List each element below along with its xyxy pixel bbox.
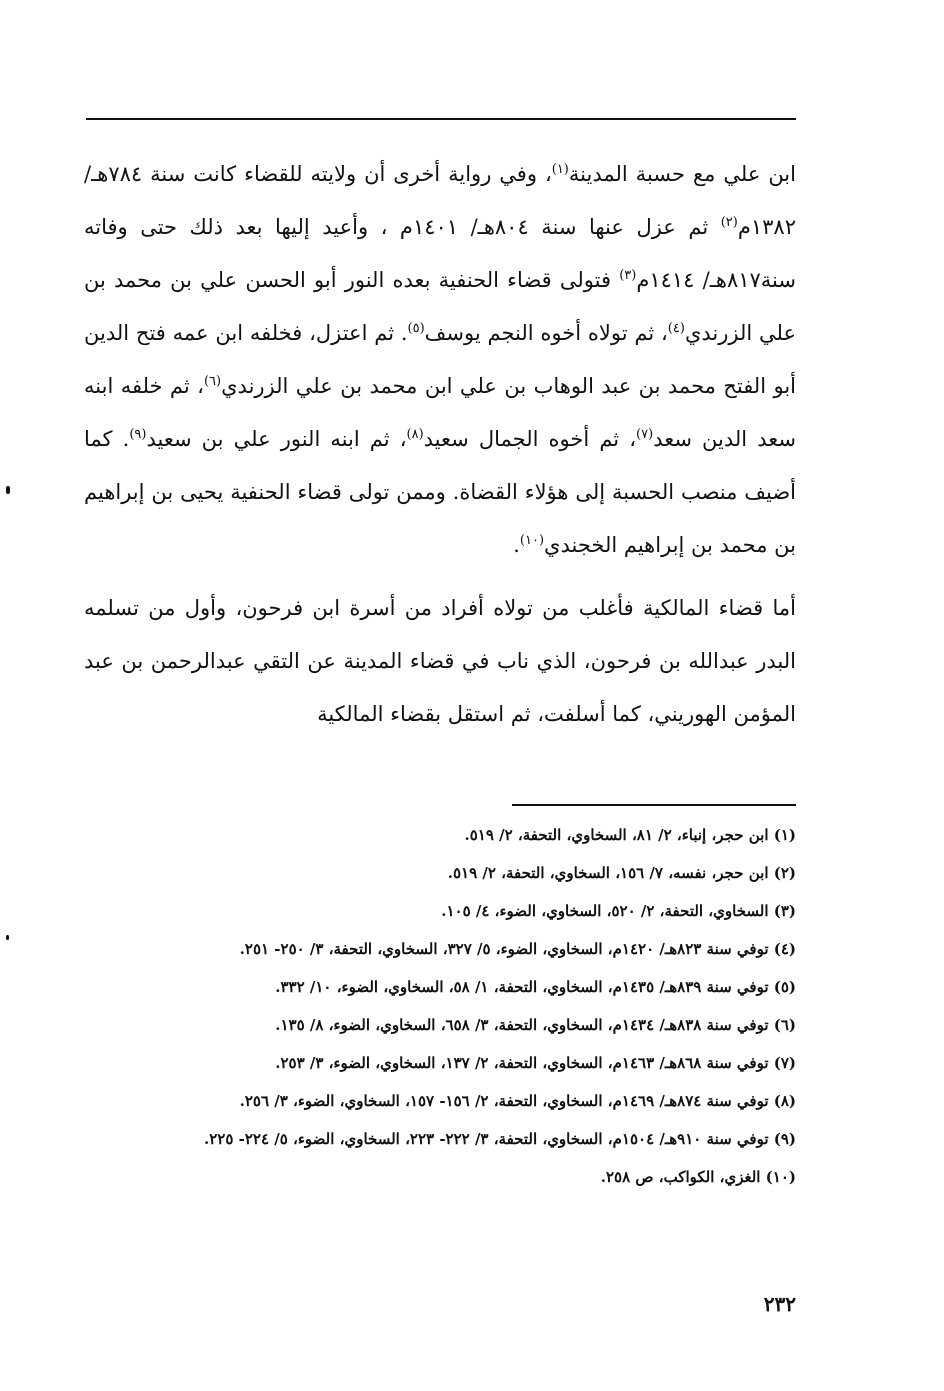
footnote-3: (٣) السخاوي، التحفة، ٢/ ٥٢٠، السخاوي، الضوء، ٤/ ١٠٥. [441,902,796,920]
footnote-ref: (١) [551,162,569,177]
footnote-ref: (٦) [203,374,222,389]
paragraph-2: أما قضاء المالكية فأغلب من تولاه أفراد من أسرة ابن فرحون، وأول من تسلمه البدر عبدالله بن فرحون، الذي ناب في قضاء المدينة عن التقي عبدالرحمن بن عبد المؤمن الهوريني، كما أسلفت، ثم استقل بقضاء المالكية [84,596,796,726]
footnote-ref: (٩) [129,427,147,442]
footnote-8: (٨) توفي سنة ٨٧٤هـ/ ١٤٦٩م، السخاوي، التحفة، ٢/ ١٥٦- ١٥٧، السخاوي، الضوء، ٣/ ٢٥٦. [239,1092,796,1110]
text-run: ، ثم تولاه أخوه النجم يوسف [424,321,668,345]
text-run: ، وفي رواية أخرى أن ولايته للقضاء كانت سنة ٧٨٤هـ/ ١٣٨٢م [84,162,796,239]
footnote-ref: (١٠) [519,533,545,548]
text-run: فتولى قضاء الحنفية بعده النور أبو الحسن علي بن محمد بن علي الزرندي [84,268,796,345]
text-run: . كما أضيف منصب الحسبة إلى هؤلاء القضاة. وممن تولى قضاء الحنفية يحيى بن إبراهيم بن محمد بن إبراهيم الخجندي [84,427,796,557]
footnote-5: (٥) توفي سنة ٨٣٩هـ/ ١٤٣٥م، السخاوي، التحفة، ١/ ٥٨، السخاوي، الضوء، ١٠/ ٣٣٢. [275,978,796,996]
footnote-ref: (٤) [667,321,685,336]
text-run: ، ثم خلفه ابنه سعد الدين سعد [84,374,797,451]
text-run: ، ثم أخوه الجمال سعيد [423,427,637,451]
footnote-1: (١) ابن حجر، إنباء، ٢/ ٨١، السخاوي، التحفة، ٢/ ٥١٩. [464,826,796,844]
footnote-ref: (٢) [720,215,738,230]
footnote-9: (٩) توفي سنة ٩١٠هـ/ ١٥٠٤م، السخاوي، التحفة، ٣/ ٢٢٢- ٢٢٣، السخاوي، الضوء، ٥/ ٢٢٤- ٢٢٥. [204,1130,796,1148]
footnote-10: (١٠) الغزي، الكواكب، ص ٢٥٨. [600,1168,796,1186]
footnote-ref: (٧) [636,427,654,442]
footnote-4: (٤) توفي سنة ٨٢٣هـ/ ١٤٢٠م، السخاوي، الضوء، ٥/ ٣٢٧، السخاوي، التحفة، ٣/ ٢٥٠- ٢٥١. [239,940,796,958]
text-run: . [513,533,520,557]
footnote-7: (٧) توفي سنة ٨٦٨هـ/ ١٤٦٣م، السخاوي، التحفة، ٢/ ١٣٧، السخاوي، الضوء، ٣/ ٢٥٣. [275,1054,796,1072]
footnote-ref: (٨) [406,427,424,442]
footnote-ref: (٣) [619,268,637,283]
footnote-ref: (٥) [407,321,425,336]
margin-mark [6,935,9,940]
footnotes [92,816,796,1196]
paragraph-1 [84,148,796,572]
text-run: ابن علي مع حسبة المدينة [568,162,796,186]
page-number: ٢٣٢ [763,1292,796,1316]
margin-mark [6,486,10,494]
footnote-separator [512,804,796,806]
text-run: ثم عزل عنها سنة ٨٠٤هـ/ ١٤٠١م ، وأعيد إليها بعد ذلك حتى وفاته سنة٨١٧هـ/ ١٤١٤م [84,215,796,292]
main-text [84,148,796,741]
text-run: . ثم اعتزل، فخلفه ابن عمه فتح الدين أبو الفتح محمد بن عبد الوهاب بن علي ابن محمد بن علي الزرندي [84,321,796,398]
footnote-2: (٢) ابن حجر، نفسه، ٧/ ١٥٦، السخاوي، التحفة، ٢/ ٥١٩. [447,864,796,882]
header-rule [86,118,796,120]
footnote-6: (٦) توفي سنة ٨٣٨هـ/ ١٤٣٤م، السخاوي، التحفة، ٣/ ٦٥٨، السخاوي، الضوء، ٨/ ١٣٥. [275,1016,796,1034]
text-run: ، ثم ابنه النور علي بن سعيد [146,427,407,451]
